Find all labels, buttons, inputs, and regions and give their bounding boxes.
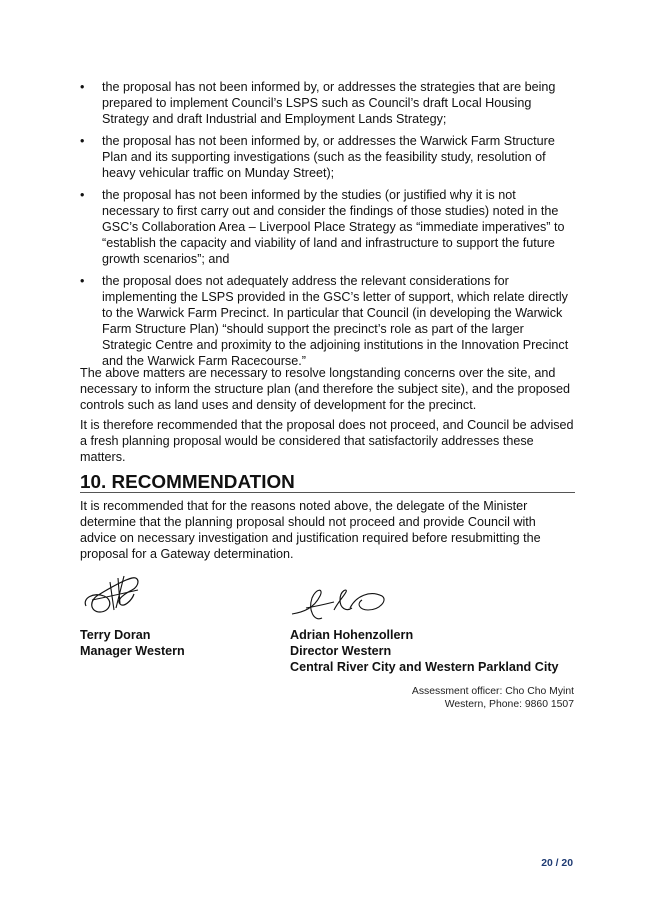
bullet-text: the proposal has not been informed by the studies (or justified why it is not necessary to first carry out and consider the findings of those studies) noted in the GSC’s Collaboration Area – Liverpool Place Strategy as “immediate imperatives” to “establish the capacity and viability of land and infrastructure to support the future growth scenarios”; and: [102, 188, 565, 266]
officer-contact-line: Western, Phone: 9860 1507: [444, 699, 574, 710]
signer-name: Terry Doran: [80, 628, 151, 642]
bullet-marker: •: [80, 188, 85, 202]
section-heading: 10. RECOMMENDATION: [80, 475, 575, 493]
signer-title: Manager Western: [80, 644, 185, 658]
signature-image-adrian-hohenzollern: [290, 582, 390, 628]
bullet-list: [80, 79, 570, 375]
bullet-text: the proposal does not adequately address the relevant considerations for implementing the LSPS provided in the GSC’s letter of support, which relate directly to the Warwick Farm Precinct. In particular that Council (in developing the Warwick Farm Structure Plan) “should support the precinct’s role as part of the larger Strategic Centre and proximity to the adjoining institutions in the Innovation Precinct and the Warwick Farm Racecourse.”: [102, 274, 569, 368]
page-number: 20 / 20: [541, 858, 573, 869]
bullet-text: the proposal has not been informed by, or addresses the strategies that are being prepared to implement Council’s LSPS such as Council’s draft Local Housing Strategy and draft Industrial and Employment Lands Strategy;: [102, 80, 556, 126]
bullet-marker: •: [80, 134, 85, 148]
signer-title: Director Western: [290, 644, 392, 658]
bullet-text: the proposal has not been informed by, or addresses the Warwick Farm Structure Plan and its supporting investigations (such as the feasibility study, resolution of heavy vehicular traffic on Munday Street);: [102, 134, 555, 180]
bullet-item: [80, 133, 570, 181]
signature-block-adrian-hohenzollern: [290, 627, 559, 675]
body-paragraph-recommendation-summary: It is therefore recommended that the proposal does not proceed, and Council be advised a fresh planning proposal would be considered that satisfactorily addresses these matters.: [80, 418, 574, 464]
signature-image-terry-doran: [80, 570, 142, 618]
signer-name: Adrian Hohenzollern: [290, 628, 414, 642]
bullet-item: [80, 79, 570, 127]
recommendation-paragraph: It is recommended that for the reasons noted above, the delegate of the Minister determine that the planning proposal should not proceed and provide Council with advice on necessary investigation and justification required before resubmitting the proposal for a Gateway determination.: [80, 499, 541, 561]
bullet-marker: •: [80, 80, 85, 94]
bullet-item: [80, 187, 570, 267]
body-paragraph-matters: The above matters are necessary to resolve longstanding concerns over the site, and necessary to inform the structure plan (and therefore the subject site), and the proposed controls such as land uses and density of development for the precinct.: [80, 366, 571, 412]
assessment-officer-note: [412, 685, 574, 711]
signature-block-terry-doran: [80, 627, 185, 659]
signer-organisation: Central River City and Western Parkland City: [290, 660, 559, 674]
bullet-item: [80, 273, 570, 369]
officer-name-line: Assessment officer: Cho Cho Myint: [411, 686, 574, 697]
bullet-marker: •: [80, 274, 85, 288]
